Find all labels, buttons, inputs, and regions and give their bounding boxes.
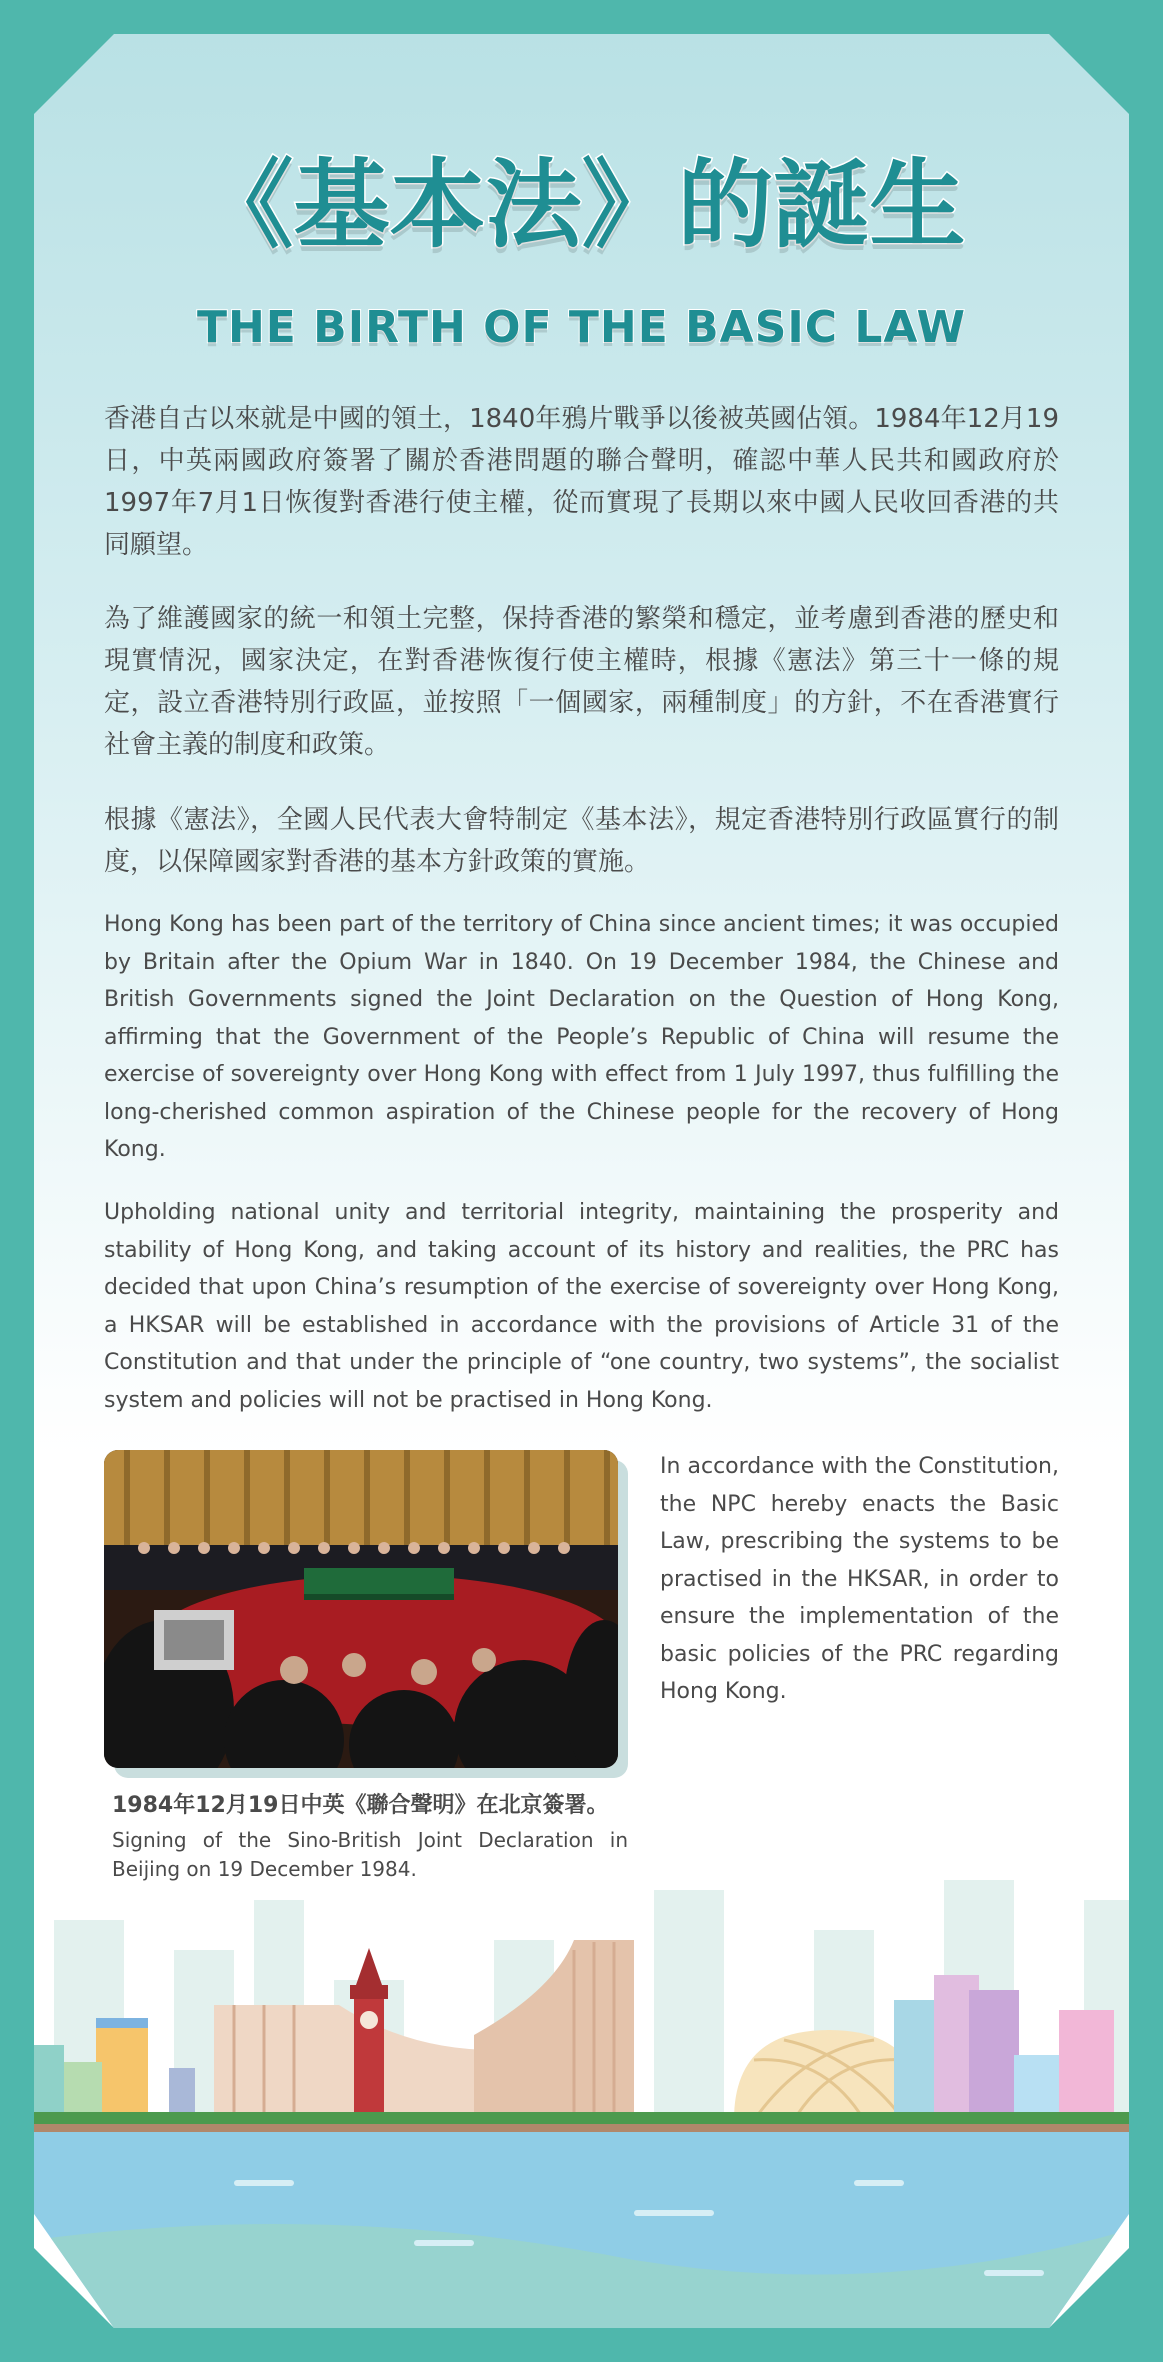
en-paragraph-3: In accordance with the Constitution, the NPC hereby enacts the Basic Law, prescribing the systems to be practised in the HKSAR, in order to ensure the implementation of the basic policies of the PRC regarding Hong Kong. (660, 1454, 1059, 1704)
zh-paragraph-2: 為了維護國家的統一和領土完整，保持香港的繁榮和穩定，並考慮到香港的歷史和現實情況，國家決定，在對香港恢復行使主權時，根據《憲法》第三十一條的規定，設立香港特別行政區，並按照「一個國家，兩種制度」的方針，不在香港實行社會主義的制度和政策。 (104, 604, 1059, 760)
signing-ceremony-photo (104, 1450, 618, 1768)
photo-caption-english: Signing of the Sino-British Joint Declaration in Beijing on 19 December 1984. (112, 1828, 628, 1881)
en-paragraph-2: Upholding national unity and territorial integrity, maintaining the prosperity and stability of Hong Kong, and taking account of its history and realities, the PRC has decided that upon China’s resumption of the exercise of sovereignty over Hong Kong, a HKSAR will be established in accordance with the provisions of Article 31 of the Constitution and that under the principle of “one country, two systems”, the socialist system and policies will not be practised in Hong Kong. (104, 1200, 1059, 1413)
photo-caption-chinese: 1984年12月19日中英《聯合聲明》在北京簽署。 (112, 1793, 609, 1818)
hong-kong-skyline-illustration (34, 1880, 1129, 2328)
photo-illustration (104, 1450, 618, 1768)
en-paragraph-1: Hong Kong has been part of the territory of China since ancient times; it was occupied by Britain after the Opium War in 1840. On 19 December 1984, the Chinese and British Governments signed the Joint Declaration on the Question of Hong Kong, affirming that the Government of the People’s Republic of China will resume the exercise of sovereignty over Hong Kong with effect from 1 July 1997, thus fulfilling the long-cherished common aspiration of the Chinese people for the recovery of Hong Kong. (104, 912, 1059, 1162)
title-english: THE BIRTH OF THE BASIC LAW (196, 302, 967, 353)
title-chinese: 《基本法》的誕生 (197, 149, 966, 261)
zh-paragraph-1: 香港自古以來就是中國的領土，1840年鴉片戰爭以後被英國佔領。1984年12月19日，中英兩國政府簽署了關於香港問題的聯合聲明，確認中華人民共和國政府於1997年7月1日恢復對香港行使主權，從而實現了長期以來中國人民收回香港的共同願望。 (104, 404, 1059, 560)
zh-paragraph-3: 根據《憲法》，全國人民代表大會特制定《基本法》，規定香港特別行政區實行的制度，以保障國家對香港的基本方針政策的實施。 (104, 805, 1059, 877)
